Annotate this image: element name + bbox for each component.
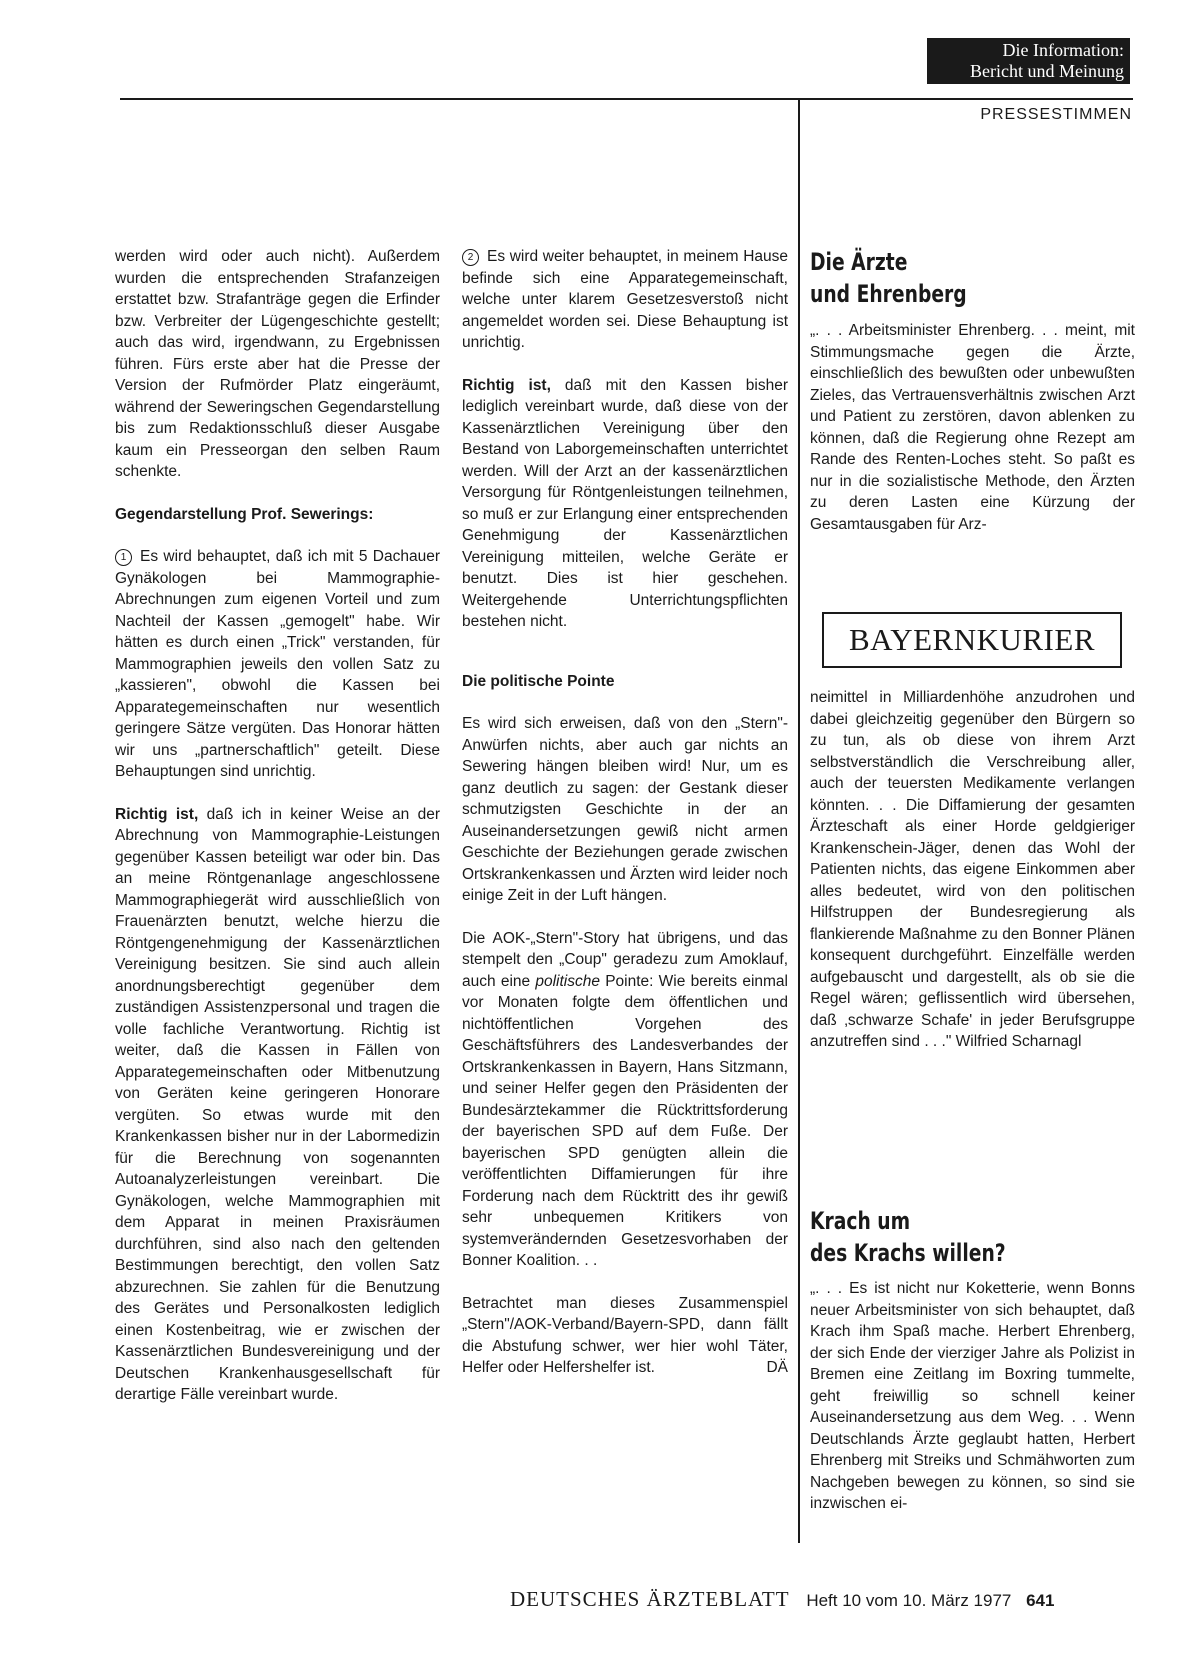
column-3-top bbox=[810, 320, 1135, 556]
lead-in: Richtig ist, bbox=[462, 376, 551, 394]
paragraph bbox=[115, 546, 440, 783]
emphasis: politische bbox=[535, 972, 600, 990]
paragraph-text: Es wird behauptet, daß ich mit 5 Dachauer Gynäkologen bei Mammographie-Abrechnungen zum eigenen Vorteil und zum Nachteil der Kassen „gemogelt" habe. Wir hätten es durch einen „Trick" verstanden, für Mammographien jeweils den vollen Satz zu „kassieren", obwohl die Kassen bei Apparategemeinschaften nur wesentlich geringere Sätze vergüten. Das Honorar hätten wir uns „partnerschaftlich" geteilt. Diese Behauptungen sind unrichtig. bbox=[115, 548, 440, 780]
subheading: Gegendarstellung Prof. Sewerings: bbox=[115, 505, 374, 523]
section-label: PRESSESTIMMEN bbox=[980, 106, 1132, 123]
headline bbox=[810, 246, 967, 310]
paragraph bbox=[115, 804, 440, 1406]
section-badge bbox=[927, 38, 1130, 84]
headline-line-2: des Krachs willen? bbox=[810, 1239, 1006, 1267]
badge-line-1: Die Information: bbox=[1002, 40, 1124, 60]
subheading: Die politische Pointe bbox=[462, 672, 615, 690]
column-3-middle bbox=[810, 687, 1135, 1074]
paragraph: Es wird sich erweisen, daß von den „Stern"-Anwürfen nichts, aber auch gar nichts an Sewering hängen bleiben wird! Nur, um es ganz deutlich zu sagen: der Gestank dieser schmutzigsten Geschichte in der an Auseinandersetzungen gewiß nicht armen Geschichte der Beziehungen gerade zwischen Ortskrankenkassen und Ärzten wird leider noch einige Zeit in der Luft hängen. bbox=[462, 715, 788, 904]
headline-line-2: und Ehrenberg bbox=[810, 280, 967, 308]
page-number: 641 bbox=[1026, 1591, 1055, 1610]
column-2 bbox=[462, 246, 788, 1400]
headline-line-1: Krach um bbox=[810, 1207, 911, 1235]
paragraph-text: Betrachtet man dieses Zusammenspiel „Stern"/AOK-Verband/Bayern-SPD, dann fällt die Abstufung schwer, wer hier wohl Täter, Helfer oder Helfershelfer ist. bbox=[462, 1294, 788, 1376]
column-divider bbox=[798, 98, 800, 1543]
paragraph-text: Pointe: Wie bereits einmal vor Monaten folgte dem öffentlichen und nichtöffentlichen Vorgehen des Geschäftsführers des Landesverbandes der Ortskrankenkassen in Bayern, Hans Sitzmann, und seiner Helfer gegen den Präsidenten der Bundesärztekammer die Rücktrittsforderung der bayerischen SPD auf dem Fuße. Der bayerischen SPD genügten allein die veröffentlichten Diffamierungen für ihre Forderung nach dem Rücktritt des ihr gewiß sehr unbequemen Kritikers von systemverändernden Gesetzesvorhaben der Bonner Koalition. . . bbox=[462, 972, 788, 1269]
paragraph bbox=[462, 1293, 788, 1379]
paragraph-text: daß mit den Kassen bisher lediglich vereinbart wurde, daß diese von der Kassenärztlichen Vereinigung über den Bestand von Laborgemeinschaften unterrichtet werden. Will der Arzt an der kassenärztlichen Versorgung für Röntgenleistungen teilnehmen, so muß er zur Erlangung einer entsprechenden Genehmigung der Kassenärztlichen Vereinigung mitteilen, welche Geräte er benutzt. Dies ist hier geschehen. Weitergehende Unterrichtungspflichten bestehen nicht. bbox=[462, 376, 788, 630]
paragraph-text: daß ich in keiner Weise an der Abrechnung von Mammographie-Leistungen gegenüber Kassen beteiligt war oder bin. Das an meine Röntgenanlage angeschlossene Mammographiegerät wird ausschließlich von Frauenärzten benutzt, welche hierzu die Röntgengenehmigung der Kassenärztlichen Vereinigung besitzen. Sie sind auch allein anordnungsberechtigt gegenüber dem zuständigen Assistenzpersonal und tragen die volle fachliche Verantwortung. Richtig ist weiter, daß die Kassen in Fällen von Apparategemeinschaften oder Mitbenutzung von Geräten keine geringeren Honorare vergüten. So etwas wurde mit den Krankenkassen bisher nur in der Labormedizin für die Berechnung von sogenannten Autoanalyzerleistungen vereinbart. Die Gynäkologen, welche Mammographien mit dem Apparat in meinen Praxisräumen durchführen, sind also nach den geltenden Bestimmungen berechtigt, den vollen Satz abzurechnen. Sie zahlen für die Benutzung des Gerätes und Personalkosten lediglich einen Kostenbeitrag, wie er zwischen der Kassenärztlichen Bundesvereinigung und der Deutschen Krankenhausgesellschaft für derartige Fälle vereinbart wurde. bbox=[115, 805, 440, 1403]
paragraph: werden wird oder auch nicht). Außerdem wurden die entsprechenden Strafanzeigen erstattet bzw. Strafanträge gegen die Erfinder bzw. Verbreiter der Lügengeschichte gestellt; auch das wird, irgendwann, zu Ergebnissen führen. Fürs erste aber hat die Presse der Version der Rufmörder Platz eingeräumt, während der Seweringschen Gegendarstellung bis zum Redaktionsschluß dieser Ausgabe kaum ein Presseorgan den selben Raum schenkte. bbox=[115, 248, 440, 480]
number-1-icon: 1 bbox=[115, 549, 132, 566]
badge-line-2: Bericht und Meinung bbox=[970, 61, 1124, 81]
headline bbox=[810, 1205, 1006, 1269]
paragraph: „. . . Es ist nicht nur Koketterie, wenn Bonns neuer Arbeitsminister von sich behauptet, daß Krach ihm Spaß mache. Herbert Ehrenberg, der sich Ende der vierziger Jahre als Polizist in Bremen eine Zeitlang im Boxring tummelte, geht freiwillig so schnell keiner Auseinandersetzung aus dem Weg. . . Wenn Deutschlands Ärzte geglaubt hatten, Herbert Ehrenberg mit Streiks und Schmähworten zum Nachgeben bewegen zu können, so sind sie inzwischen ei- bbox=[810, 1280, 1135, 1512]
column-3-bottom bbox=[810, 1278, 1135, 1536]
paragraph bbox=[462, 375, 788, 633]
issue-info: Heft 10 vom 10. März 1977 bbox=[806, 1591, 1012, 1610]
paragraph: „. . . Arbeitsminister Ehrenberg. . . meint, mit Stimmungsmache gegen die Ärzte, einschließlich des bewußten oder unbewußten Zieles, das Vertrauensverhältnis zwischen Arzt und Patient zu zerstören, davon ablenken zu können, daß die Regierung ohne Rezept am Rande des Renten-Loches steht. So paßt es nur in die sozialistische Methode, den Ärzten zu deren Lasten eine Kürzung der Gesamtausgaben für Arz- bbox=[810, 322, 1135, 533]
column-1 bbox=[115, 246, 440, 1427]
top-rule bbox=[120, 98, 1133, 100]
lead-in: Richtig ist, bbox=[115, 805, 199, 823]
author-signature: DÄ bbox=[766, 1359, 788, 1376]
paragraph-text: Die AOK-„Stern"-Story hat übrigens, und das stempelt den „Coup" geradezu zum Amoklauf, auch eine bbox=[462, 929, 788, 990]
journal-name: DEUTSCHES ÄRZTEBLATT bbox=[510, 1587, 790, 1611]
headline-line-1: Die Ärzte bbox=[810, 248, 908, 276]
bayernkurier-logo: BAYERNKURIER bbox=[822, 612, 1122, 668]
paragraph bbox=[462, 246, 788, 354]
paragraph: neimittel in Milliardenhöhe anzudrohen und dabei gleichzeitig gegenüber den Bürgern so zu tun, als ob diese von ihrem Arzt selbstverständlich die Verschreibung aller, auch der teuersten Medikamente verlangen könnten. . . Die Diffamierung der gesamten Ärzteschaft als einer Horde geldgieriger Krankenschein-Jäger, denen das Wohl der Patienten nichts, das eigene Einkommen aber alles bedeutet, wird von den politischen Hilfstruppen der Bundesregierung als flankierende Maßnahme zu den Bonner Plänen konsequent durchgeführt. Einzelfälle werden aufgebauscht und dargestellt, als ob sie die Regel wären; geflissentlich wird übersehen, daß ‚schwarze Schafe' in jeder Berufsgruppe anzutreffen sind . . ." Wilfried Scharnagl bbox=[810, 689, 1135, 1050]
number-2-icon: 2 bbox=[462, 249, 479, 266]
page-footer bbox=[510, 1587, 1054, 1612]
paragraph-text: Es wird weiter behauptet, in meinem Hause befinde sich eine Apparategemeinschaft, welche unter klarem Gesetzesverstoß nicht angemeldet worden sei. Diese Behauptung ist unrichtig. bbox=[462, 248, 788, 351]
paragraph bbox=[462, 928, 788, 1272]
